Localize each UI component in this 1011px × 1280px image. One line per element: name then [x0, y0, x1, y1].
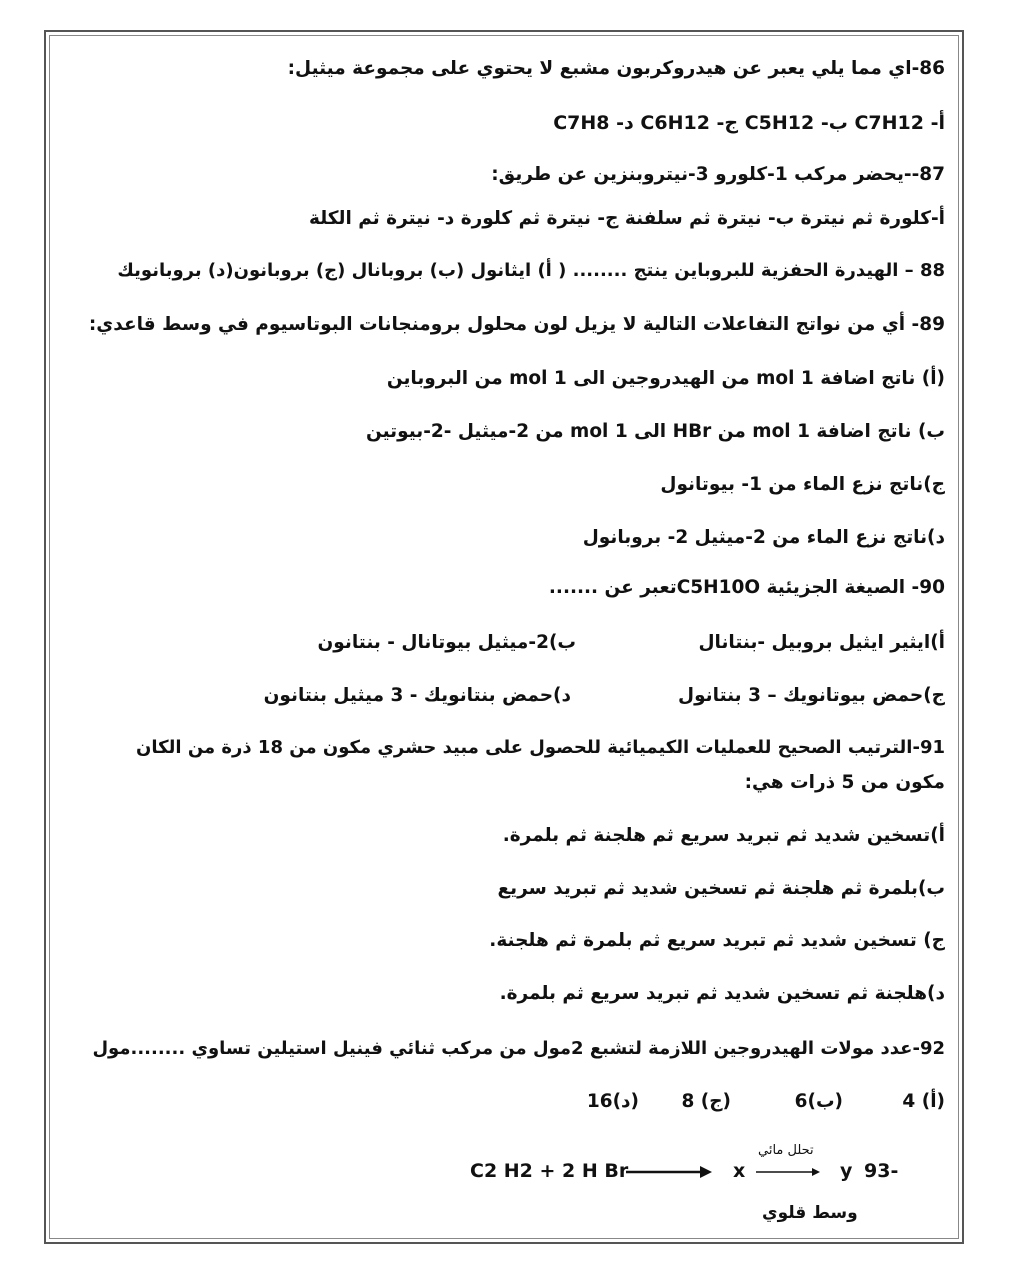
q91-option-c: ج) تسخين شديد ثم تبريد سريع ثم بلمرة ثم هلجنة.	[489, 930, 945, 951]
q91-option-d: د)هلجنة ثم تسخين شديد ثم تبريد سريع ثم بلمرة.	[499, 983, 945, 1004]
q91-question-line1: 91-الترتيب الصحيح للعمليات الكيميائية للحصول على مبيد حشري مكون من 18 ذرة من الكان	[136, 737, 945, 758]
q88-question: 88 – الهيدرة الحفزية للبروباين ينتج ........ ( أ) ايثانول (ب) بروبانال (ج) بروبانون(د) بروبانويك	[117, 260, 945, 281]
q89-option-d: د)ناتج نزع الماء من 2-ميثيل 2- بروبانول	[582, 527, 945, 548]
q93-product-y: y	[840, 1160, 853, 1182]
q89-question: 89- أي من نواتج التفاعلات التالية لا يزيل لون محلول برومنجانات البوتاسيوم في وسط قاعدي:	[88, 314, 945, 335]
q90-option-a: أ)ايثير ايثيل بروبيل -بنتانال	[698, 632, 945, 653]
q92-option-a: (أ) 4	[902, 1091, 945, 1112]
q87-options: أ-كلورة ثم نيترة ب- نيترة ثم سلفنة ج- نيترة ثم كلورة د- نيترة ثم الكلة	[309, 208, 945, 229]
q89-option-b: ب) ناتج اضافة 1 mol من HBr الى 1 mol من 2-ميثيل -2-بيوتين	[365, 421, 945, 442]
q93-reactants-text: C2 H2 + 2 H Br	[470, 1160, 629, 1182]
q91-option-b: ب)بلمرة ثم هلجنة ثم تسخين شديد ثم تبريد سريع	[497, 878, 945, 899]
q93-label-below: وسط قلوي	[762, 1203, 858, 1223]
q91-question-line2: مكون من 5 ذرات هي:	[744, 772, 945, 793]
q92-question: 92-عدد مولات الهيدروجين اللازمة لتشبع 2مول من مركب ثنائي فينيل استيلين تساوي ........مول	[92, 1038, 945, 1059]
q89-option-c: ج)ناتج نزع الماء من 1- بيوتانول	[660, 474, 945, 495]
q86-question: 86-اي مما يلي يعبر عن هيدروكربون مشبع لا يحتوي على مجموعة ميثيل:	[287, 58, 945, 79]
q92-option-d: (د)16	[586, 1091, 639, 1112]
q90-option-c: ج)حمض بيوتانويك – 3 بنتانول	[678, 685, 945, 706]
q93-reactants	[470, 1158, 628, 1184]
q93-intermediate-x: x	[733, 1160, 746, 1182]
q90-option-b: ب)2-ميثيل بيوتانال - بنتانون	[317, 632, 576, 653]
q93-arrow-1	[626, 1164, 714, 1180]
q86-options-text: أ- C7H12 ب- C5H12 ج- C6H12 د- C7H8	[553, 112, 945, 134]
q93-number: 93-	[864, 1160, 899, 1182]
q89-option-a: (أ) ناتج اضافة 1 mol من الهيدروجين الى 1 mol من البروباين	[386, 368, 945, 389]
q93-label-above: تحلل مائي	[758, 1143, 814, 1158]
q87-question: 87--يحضر مركب 1-كلورو 3-نيتروبنزين عن طريق:	[491, 164, 945, 185]
q93-arrow-2	[756, 1165, 822, 1179]
q92-option-b: (ب)6	[794, 1091, 843, 1112]
q91-option-a: أ)تسخين شديد ثم تبريد سريع ثم هلجنة ثم بلمرة.	[502, 825, 945, 846]
q92-option-c: (ج) 8	[681, 1091, 731, 1112]
q90-question: 90- الصيغة الجزيئية C5H10Oتعبر عن .......	[548, 577, 945, 598]
q90-option-d: د)حمض بنتانويك - 3 ميثيل بنتانون	[263, 685, 571, 706]
q86-options	[553, 110, 945, 136]
